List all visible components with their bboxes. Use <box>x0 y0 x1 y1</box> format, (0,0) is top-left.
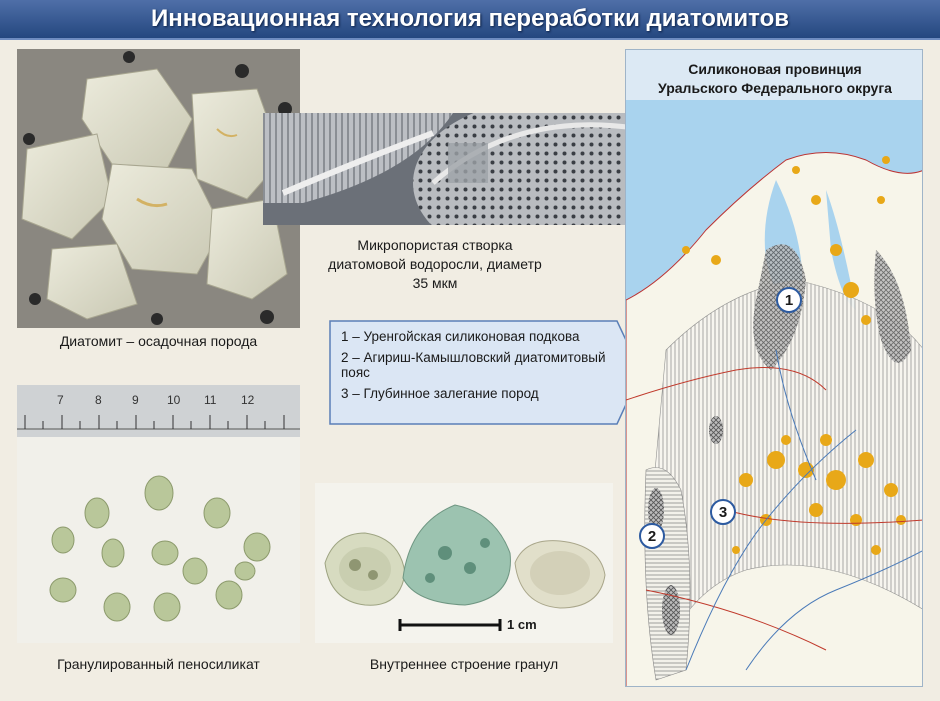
ruler-numbers <box>17 393 300 409</box>
ruler-number: 10 <box>167 393 181 407</box>
scale-label: 1 cm <box>507 617 537 632</box>
legend-item-3: 3 – Глубинное залегание пород <box>341 386 539 401</box>
microscope-photo <box>263 113 663 225</box>
ruler-number: 12 <box>241 393 255 407</box>
internal-structure-image <box>315 483 613 643</box>
diatomite-rocks-image <box>17 49 300 328</box>
diatomite-photo <box>17 49 300 328</box>
map-title-line1: Силиконовая провинция <box>688 61 862 77</box>
legend-item-1: 1 – Уренгойская силиконовая подкова <box>341 329 580 344</box>
map-image <box>626 50 923 687</box>
map-badge-1: 1 <box>776 287 802 313</box>
map-panel <box>625 49 923 687</box>
granules-caption: Гранулированный пеносиликат <box>57 656 260 672</box>
microscope-image <box>263 113 663 225</box>
page-title: Инновационная технология переработки диатомитов <box>151 5 789 32</box>
diatomite-caption: Диатомит – осадочная порода <box>59 333 258 349</box>
map-badge-3: 3 <box>710 499 736 525</box>
map-badge-2: 2 <box>639 523 665 549</box>
ruler-number: 7 <box>57 393 64 407</box>
map-title-line2: Уральского Федерального округа <box>658 80 892 96</box>
granules-photo <box>17 385 300 643</box>
ruler-number: 8 <box>95 393 102 407</box>
granules-image <box>17 385 300 643</box>
internal-structure-photo <box>315 483 613 643</box>
internal-structure-caption: Внутреннее строение гранул <box>369 656 559 672</box>
ruler-number: 9 <box>132 393 139 407</box>
legend-callout <box>329 320 643 425</box>
title-bar <box>0 0 940 40</box>
microscope-caption: Микропористая створка диатомовой водоросли, диаметр 35 мкм <box>328 237 542 291</box>
legend-item-2: 2 – Агириш-Камышловский диатомитовый пояс <box>341 350 606 380</box>
legend-list <box>341 329 623 407</box>
ruler-number: 11 <box>204 393 217 407</box>
